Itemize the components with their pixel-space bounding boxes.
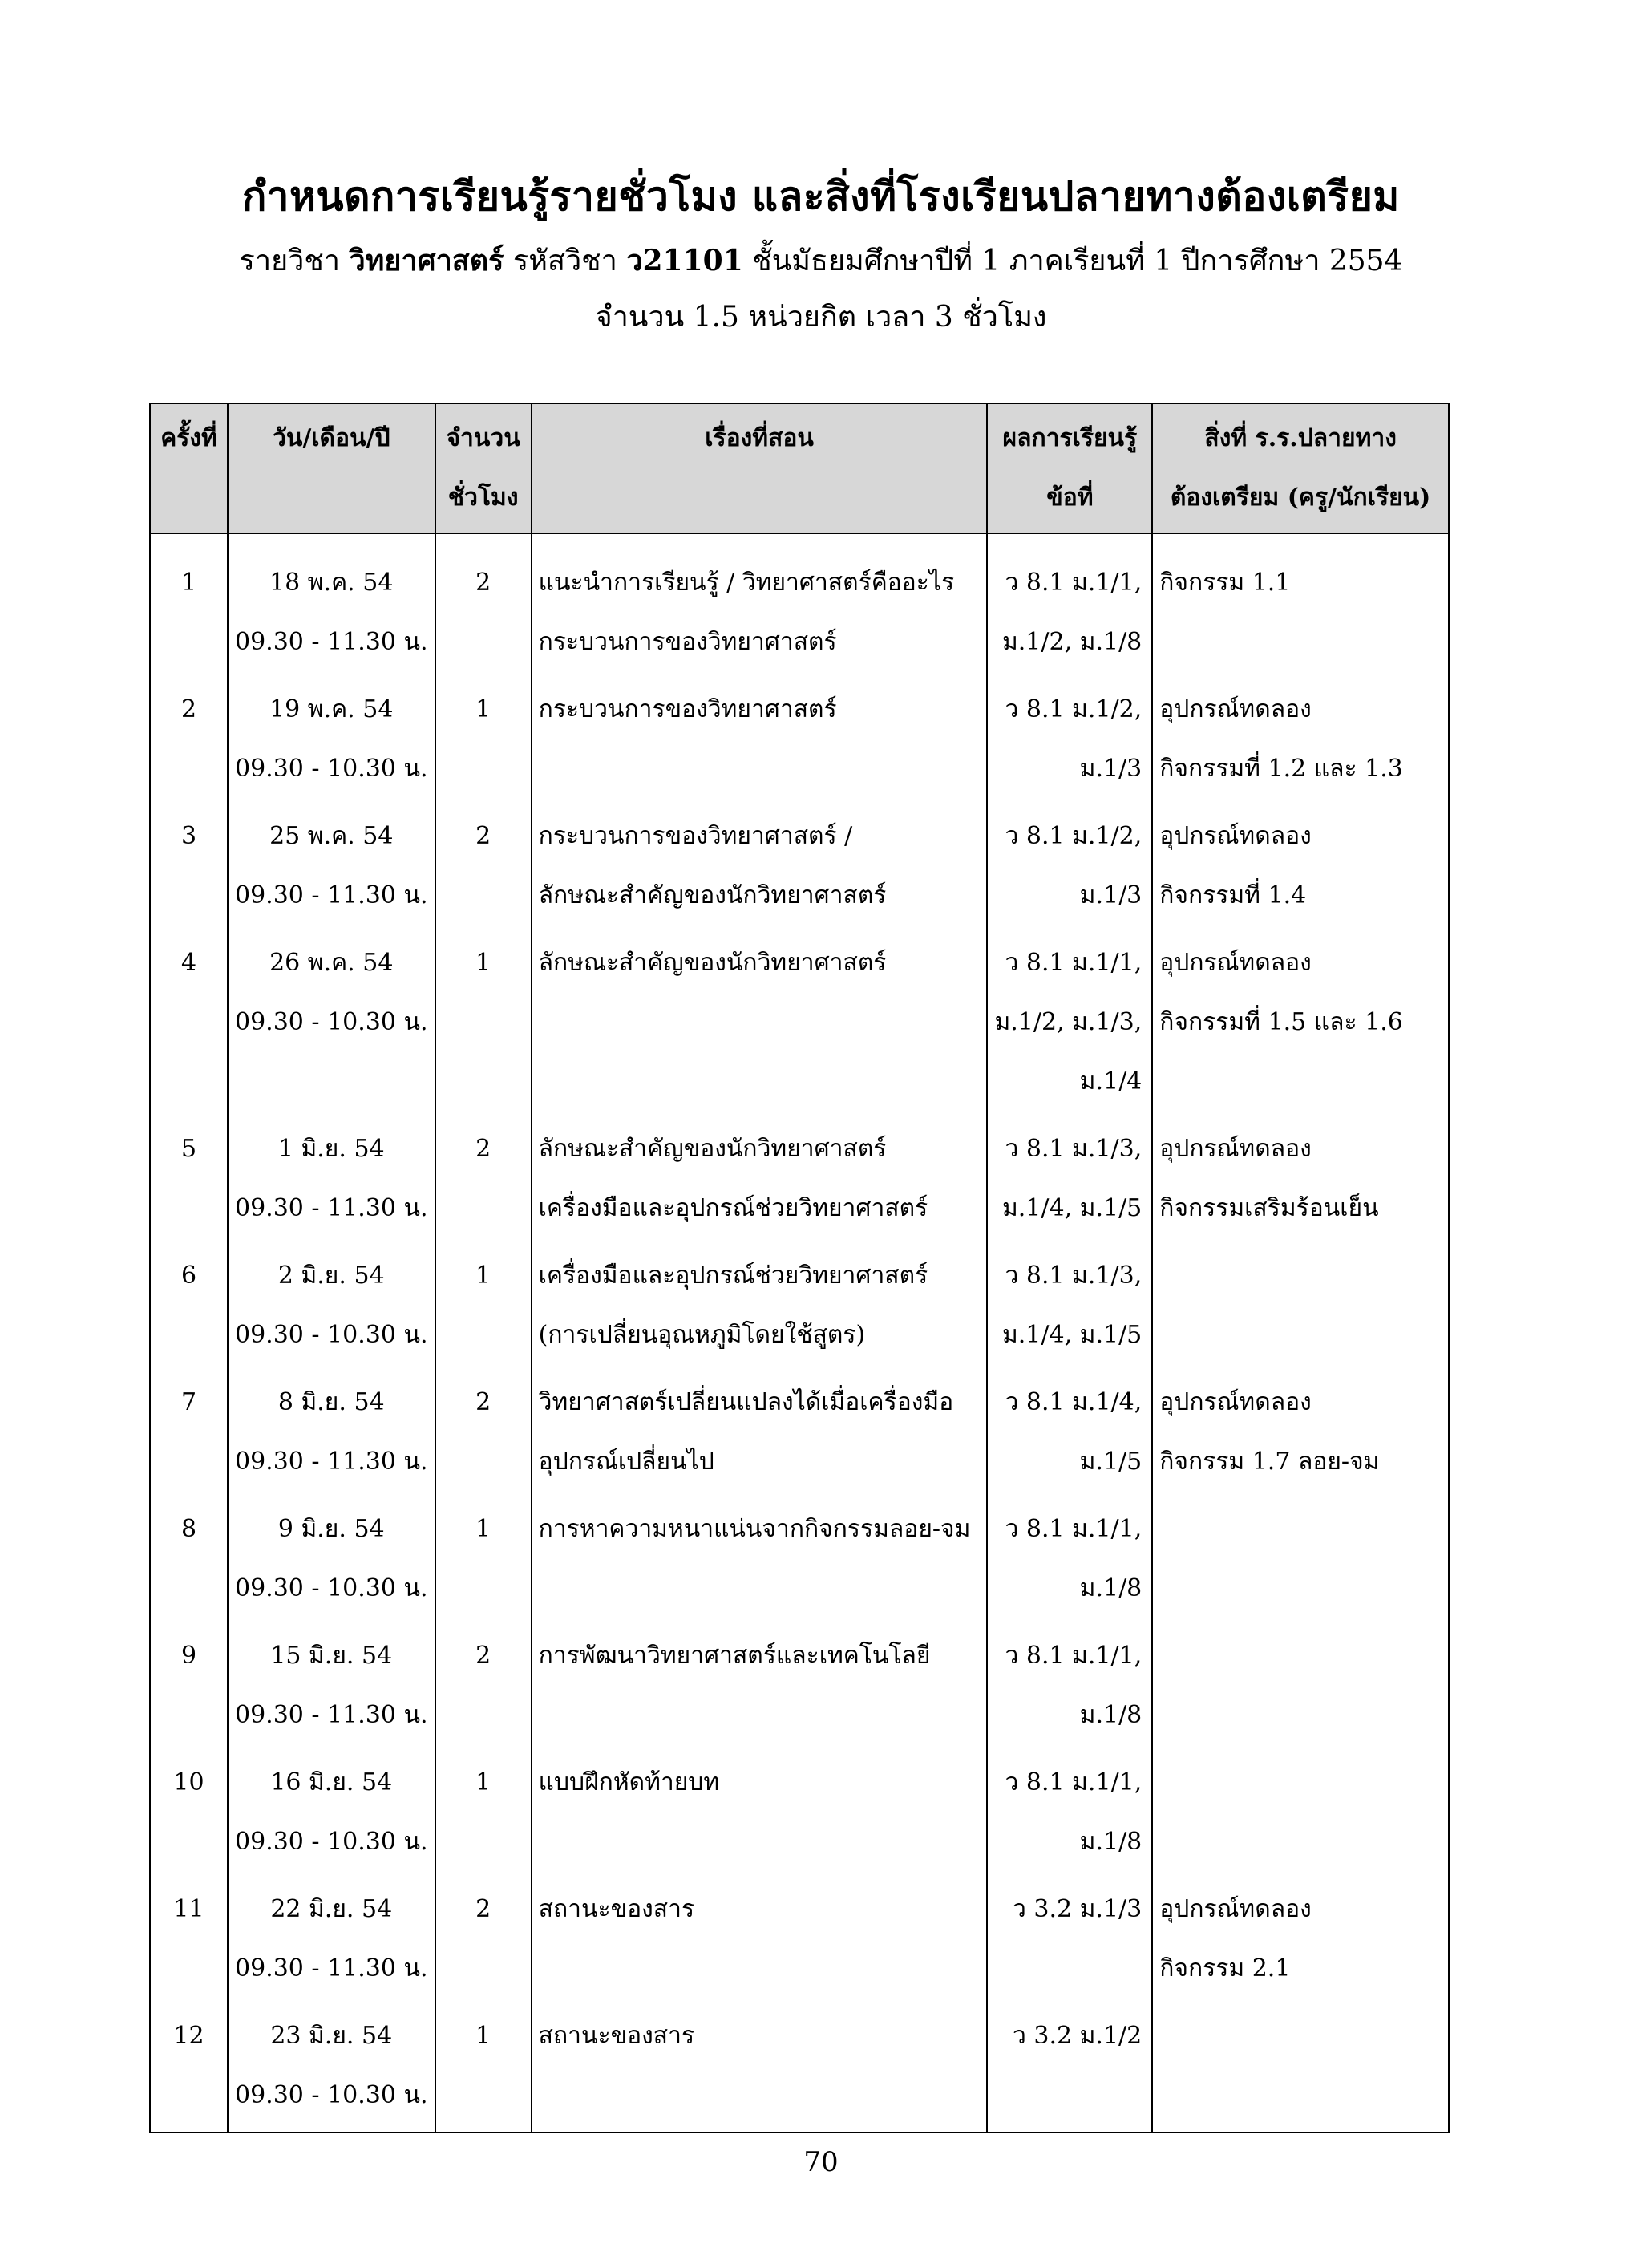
prep-line: กิจกรรมเสริมร้อนเย็น [1159, 1194, 1379, 1222]
result-line: ว 3.2 ม.1/2 [1013, 2022, 1143, 2050]
cell-prep [1152, 934, 1449, 1120]
cell-date [228, 807, 435, 934]
session-time: 09.30 - 10.30 น. [234, 755, 428, 783]
session-date: 26 พ.ค. 54 [269, 949, 394, 977]
table-row [150, 680, 1449, 807]
cell-date [228, 680, 435, 807]
prep-line: กิจกรรม 1.1 [1159, 569, 1291, 597]
cell-topic [532, 1500, 988, 1626]
table-row [150, 2007, 1449, 2132]
prep-line: กิจกรรมที่ 1.4 [1159, 881, 1307, 909]
cell-prep [1152, 1500, 1449, 1626]
result-line: ว 8.1 ม.1/1, [1005, 1768, 1143, 1796]
cell-no [150, 1626, 228, 1753]
result-line: ม.1/8 [1079, 1701, 1143, 1729]
course-info-suffix: ชั้นมัธยมศึกษาปีที่ 1 ภาคเรียนที่ 1 ปีการศึกษา 2554 [742, 245, 1403, 277]
header-hours: จำนวน ชั่วโมง [435, 403, 532, 533]
result-line: ม.1/5 [1079, 1448, 1143, 1476]
cell-topic [532, 2007, 988, 2132]
result-line: ม.1/4, ม.1/5 [1002, 1321, 1143, 1349]
cell-hours [435, 2007, 532, 2132]
cell-result [987, 1626, 1152, 1753]
session-hours: 1 [475, 1262, 491, 1290]
session-date: 23 มิ.ย. 54 [270, 2022, 393, 2050]
cell-no [150, 1880, 228, 2007]
session-number: 1 [180, 569, 197, 597]
table-row [150, 1373, 1449, 1500]
cell-hours [435, 1626, 532, 1753]
session-hours: 1 [475, 1768, 491, 1796]
table-row [150, 1500, 1449, 1626]
cell-prep [1152, 1246, 1449, 1373]
topic-line: สถานะของสาร [538, 2022, 695, 2050]
result-line: ม.1/4, ม.1/5 [1002, 1194, 1143, 1222]
cell-no [150, 1120, 228, 1246]
cell-no [150, 680, 228, 807]
result-line: ว 8.1 ม.1/4, [1005, 1388, 1143, 1416]
cell-hours [435, 1246, 532, 1373]
result-line: ว 8.1 ม.1/1, [1005, 1642, 1143, 1670]
session-hours: 2 [475, 1895, 491, 1923]
session-number: 6 [180, 1262, 197, 1290]
cell-result [987, 1120, 1152, 1246]
prep-line: กิจกรรม 2.1 [1159, 1954, 1291, 1982]
session-number: 11 [173, 1895, 204, 1923]
session-hours: 2 [475, 1642, 491, 1670]
cell-topic [532, 1120, 988, 1246]
topic-line: กระบวนการของวิทยาศาสตร์ / [538, 822, 853, 850]
session-number: 12 [173, 2022, 204, 2050]
session-time: 09.30 - 10.30 น. [234, 1321, 428, 1349]
cell-no [150, 2007, 228, 2132]
cell-prep [1152, 1753, 1449, 1880]
session-date: 25 พ.ค. 54 [269, 822, 394, 850]
session-number: 2 [180, 695, 197, 723]
cell-result [987, 1753, 1152, 1880]
cell-topic [532, 1880, 988, 2007]
cell-hours [435, 680, 532, 807]
course-info-code-label: รหัสวิชา [504, 245, 627, 277]
course-info [0, 237, 1642, 283]
result-line: ว 8.1 ม.1/3, [1005, 1262, 1143, 1290]
header-topic: เรื่องที่สอน [532, 403, 988, 533]
session-hours: 2 [475, 822, 491, 850]
session-time: 09.30 - 10.30 น. [234, 1828, 428, 1856]
cell-date [228, 1880, 435, 2007]
session-hours: 1 [475, 949, 491, 977]
prep-line: อุปกรณ์ทดลอง [1159, 1388, 1312, 1416]
session-number: 9 [180, 1642, 197, 1670]
header-prep: สิ่งที่ ร.ร.ปลายทาง ต้องเตรียม (ครู/นักเรียน) [1152, 403, 1449, 533]
prep-line: อุปกรณ์ทดลอง [1159, 822, 1312, 850]
cell-result [987, 1500, 1152, 1626]
subject-code: ว21101 [626, 244, 743, 277]
prep-line: อุปกรณ์ทดลอง [1159, 949, 1312, 977]
cell-hours [435, 807, 532, 934]
prep-line: อุปกรณ์ทดลอง [1159, 1135, 1312, 1163]
session-date: 22 มิ.ย. 54 [270, 1895, 393, 1923]
session-number: 10 [173, 1768, 204, 1796]
table-row [150, 1626, 1449, 1753]
topic-line: การหาความหนาแน่นจากกิจกรรมลอย-จม [538, 1515, 971, 1543]
session-date: 16 มิ.ย. 54 [270, 1768, 393, 1796]
session-number: 3 [180, 822, 197, 850]
cell-date [228, 2007, 435, 2132]
topic-line: เครื่องมือและอุปกรณ์ช่วยวิทยาศาสตร์ [538, 1194, 928, 1222]
course-info-prefix: รายวิชา [239, 245, 350, 277]
cell-hours [435, 533, 532, 680]
result-line: ว 8.1 ม.1/3, [1005, 1135, 1143, 1163]
cell-no [150, 1373, 228, 1500]
session-time: 09.30 - 11.30 น. [234, 1194, 428, 1222]
table-row [150, 1753, 1449, 1880]
table-row [150, 1246, 1449, 1373]
session-date: 19 พ.ค. 54 [269, 695, 394, 723]
session-number: 8 [180, 1515, 197, 1543]
cell-hours [435, 1753, 532, 1880]
session-hours: 2 [475, 569, 491, 597]
topic-line: วิทยาศาสตร์เปลี่ยนแปลงได้เมื่อเครื่องมือ [538, 1388, 954, 1416]
topic-line: กระบวนการของวิทยาศาสตร์ [538, 628, 837, 656]
result-line: ว 8.1 ม.1/1, [1005, 569, 1143, 597]
prep-line: กิจกรรมที่ 1.5 และ 1.6 [1159, 1008, 1403, 1036]
cell-topic [532, 1626, 988, 1753]
cell-result [987, 1373, 1152, 1500]
table-row [150, 934, 1449, 1120]
cell-date [228, 1246, 435, 1373]
session-date: 9 มิ.ย. 54 [277, 1515, 385, 1543]
cell-no [150, 1500, 228, 1626]
cell-date [228, 1626, 435, 1753]
cell-topic [532, 934, 988, 1120]
session-date: 18 พ.ค. 54 [269, 569, 394, 597]
session-time: 09.30 - 11.30 น. [234, 881, 428, 909]
topic-line: สถานะของสาร [538, 1895, 695, 1923]
session-date: 8 มิ.ย. 54 [277, 1388, 385, 1416]
header-result: ผลการเรียนรู้ ข้อที่ [987, 403, 1152, 533]
subject-name: วิทยาศาสตร์ [349, 244, 504, 277]
cell-topic [532, 1373, 988, 1500]
cell-hours [435, 934, 532, 1120]
topic-line: ลักษณะสำคัญของนักวิทยาศาสตร์ [538, 1135, 887, 1163]
cell-date [228, 1373, 435, 1500]
cell-prep [1152, 680, 1449, 807]
topic-line: ลักษณะสำคัญของนักวิทยาศาสตร์ [538, 949, 887, 977]
cell-prep [1152, 533, 1449, 680]
result-line: ม.1/4 [1079, 1067, 1143, 1096]
session-hours: 1 [475, 2022, 491, 2050]
cell-date [228, 1753, 435, 1880]
result-line: ม.1/2, ม.1/8 [1002, 628, 1143, 656]
cell-topic [532, 1246, 988, 1373]
session-hours: 2 [475, 1135, 491, 1163]
result-line: ม.1/2, ม.1/3, [994, 1008, 1143, 1036]
session-date: 2 มิ.ย. 54 [277, 1262, 385, 1290]
session-time: 09.30 - 11.30 น. [234, 1701, 428, 1729]
cell-hours [435, 1120, 532, 1246]
cell-date [228, 1500, 435, 1626]
topic-line: การพัฒนาวิทยาศาสตร์และเทคโนโลยี [538, 1642, 931, 1670]
cell-result [987, 1246, 1152, 1373]
table-row [150, 1120, 1449, 1246]
cell-prep [1152, 1880, 1449, 2007]
cell-prep [1152, 1626, 1449, 1753]
cell-no [150, 1753, 228, 1880]
result-line: ม.1/8 [1079, 1574, 1143, 1602]
cell-result [987, 680, 1152, 807]
table-row [150, 807, 1449, 934]
prep-line: อุปกรณ์ทดลอง [1159, 695, 1312, 723]
cell-date [228, 1120, 435, 1246]
cell-no [150, 1246, 228, 1373]
session-hours: 1 [475, 1515, 491, 1543]
session-hours: 1 [475, 695, 491, 723]
page-number: 70 [803, 2146, 839, 2178]
cell-result [987, 2007, 1152, 2132]
cell-topic [532, 680, 988, 807]
session-time: 09.30 - 11.30 น. [234, 628, 428, 656]
schedule-table [149, 403, 1450, 2133]
page-title: กำหนดการเรียนรู้รายชั่วโมง และสิ่งที่โรงเรียนปลายทางต้องเตรียม [242, 172, 1400, 220]
cell-hours [435, 1373, 532, 1500]
cell-no [150, 934, 228, 1120]
topic-line: (การเปลี่ยนอุณหภูมิโดยใช้สูตร) [538, 1321, 866, 1349]
cell-hours [435, 1500, 532, 1626]
session-number: 7 [180, 1388, 197, 1416]
cell-no [150, 533, 228, 680]
header-date: วัน/เดือน/ปี [228, 403, 435, 533]
topic-line: เครื่องมือและอุปกรณ์ช่วยวิทยาศาสตร์ [538, 1262, 928, 1290]
cell-topic [532, 533, 988, 680]
session-time: 09.30 - 11.30 น. [234, 1448, 428, 1476]
cell-prep [1152, 807, 1449, 934]
result-line: ว 8.1 ม.1/1, [1005, 949, 1143, 977]
cell-topic [532, 1753, 988, 1880]
course-units: จำนวน 1.5 หน่วยกิต เวลา 3 ชั่วโมง [595, 301, 1047, 334]
result-line: ว 8.1 ม.1/2, [1005, 822, 1143, 850]
result-line: ว 8.1 ม.1/1, [1005, 1515, 1143, 1543]
table-row [150, 533, 1449, 680]
cell-result [987, 1880, 1152, 2007]
cell-date [228, 533, 435, 680]
topic-line: กระบวนการของวิทยาศาสตร์ [538, 695, 837, 723]
prep-line: กิจกรรมที่ 1.2 และ 1.3 [1159, 755, 1403, 783]
result-line: ม.1/8 [1079, 1828, 1143, 1856]
topic-line: แบบฝึกหัดท้ายบท [538, 1768, 720, 1796]
session-time: 09.30 - 10.30 น. [234, 2081, 428, 2109]
session-date: 15 มิ.ย. 54 [270, 1642, 393, 1670]
cell-hours [435, 1880, 532, 2007]
cell-no [150, 807, 228, 934]
cell-result [987, 807, 1152, 934]
session-hours: 2 [475, 1388, 491, 1416]
table-row [150, 1880, 1449, 2007]
session-time: 09.30 - 10.30 น. [234, 1008, 428, 1036]
cell-prep [1152, 1120, 1449, 1246]
topic-line: อุปกรณ์เปลี่ยนไป [538, 1448, 714, 1476]
result-line: ม.1/3 [1079, 881, 1143, 909]
cell-topic [532, 807, 988, 934]
cell-prep [1152, 2007, 1449, 2132]
result-line: ม.1/3 [1079, 755, 1143, 783]
prep-line: กิจกรรม 1.7 ลอย-จม [1159, 1448, 1380, 1476]
topic-line: ลักษณะสำคัญของนักวิทยาศาสตร์ [538, 881, 887, 909]
result-line: ว 3.2 ม.1/3 [1013, 1895, 1143, 1923]
header-no: ครั้งที่ [150, 403, 228, 533]
session-number: 5 [180, 1135, 197, 1163]
table-header-row [150, 403, 1449, 533]
session-time: 09.30 - 11.30 น. [234, 1954, 428, 1982]
cell-result [987, 934, 1152, 1120]
cell-prep [1152, 1373, 1449, 1500]
cell-date [228, 934, 435, 1120]
session-date: 1 มิ.ย. 54 [277, 1135, 385, 1163]
prep-line: อุปกรณ์ทดลอง [1159, 1895, 1312, 1923]
cell-result [987, 533, 1152, 680]
topic-line: แนะนำการเรียนรู้ / วิทยาศาสตร์คืออะไร [538, 569, 955, 597]
session-number: 4 [180, 949, 197, 977]
result-line: ว 8.1 ม.1/2, [1005, 695, 1143, 723]
session-time: 09.30 - 10.30 น. [234, 1574, 428, 1602]
